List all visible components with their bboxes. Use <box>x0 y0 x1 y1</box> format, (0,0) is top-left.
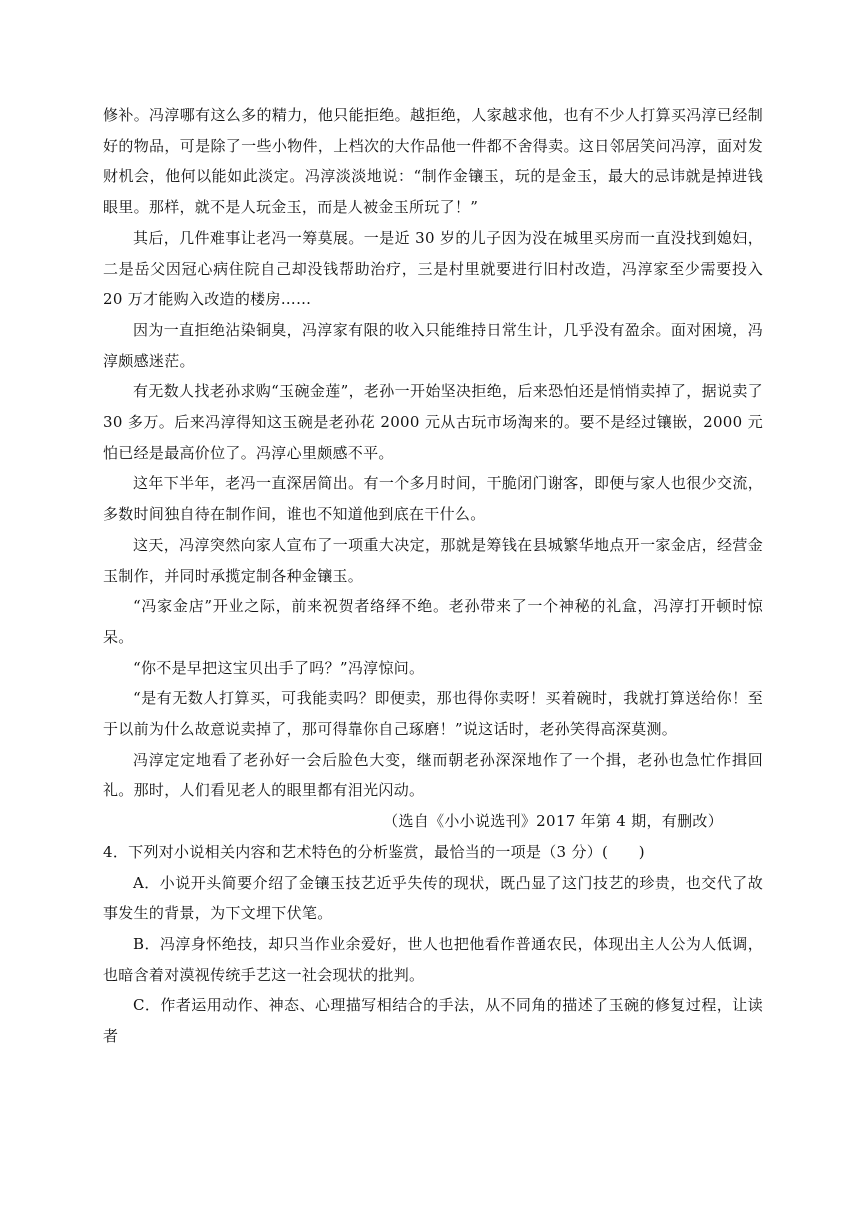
story-paragraph-2: 其后，几件难事让老冯一筹莫展。一是近 30 岁的儿子因为没在城里买房而一直没找到媳妇，二是岳父因冠心病住院自己却没钱帮助治疗，三是村里就要进行旧村改造，冯淳家至少需要投入 20 万才能购入改造的楼房…… <box>103 228 763 309</box>
question-stem: 4．下列对小说相关内容和艺术特色的分析鉴赏，最恰当的一项是（3 分）( ) <box>103 842 645 861</box>
question-option-b: B．冯淳身怀绝技，却只当作业余爱好，世人也把他看作普通农民，体现出主人公为人低调，也暗含着对漠视传统手艺这一社会现状的批判。 <box>103 934 763 984</box>
story-paragraph-9: “是有无数人打算买，可我能卖吗？即便卖，那也得你卖呀！买着碗时，我就打算送给你！至于以前为什么故意说卖掉了，那可得靠你自己琢磨！”说这话时，老孙笑得高深莫测。 <box>103 689 763 739</box>
story-paragraph-3: 因为一直拒绝沾染铜臭，冯淳家有限的收入只能维持日常生计，几乎没有盈余。面对困境，冯淳颇感迷茫。 <box>103 320 763 370</box>
story-paragraph-7: “冯家金店”开业之际，前来祝贺者络绎不绝。老孙带来了一个神秘的礼盒，冯淳打开顿时惊呆。 <box>103 597 763 646</box>
story-paragraph-8: “你不是早把这宝贝出手了吗？”冯淳惊问。 <box>133 658 425 677</box>
story-paragraph-1: 修补。冯淳哪有这么多的精力，他只能拒绝。越拒绝，人家越求他，也有不少人打算买冯淳已经制好的物品，可是除了一些小物件，上档次的大作品他一件都不舍得卖。这日邻居笑问冯淳，面对发财机会，他何以能如此淡定。冯淳淡淡地说：“制作金镶玉，玩的是金玉，最大的忌讳就是掉进钱眼里。那样，就不是人玩金玉，而是人被金玉所玩了！” <box>103 106 763 217</box>
question-option-a: A．小说开头简要介绍了金镶玉技艺近乎失传的现状，既凸显了这门技艺的珍贵，也交代了故事发生的背景，为下文埋下伏笔。 <box>103 873 763 923</box>
story-paragraph-5: 这年下半年，老冯一直深居简出。有一个多月时间，干脆闭门谢客，即便与家人也很少交流，多数时间独自待在制作间，谁也不知道他到底在干什么。 <box>103 474 763 524</box>
story-paragraph-6: 这天，冯淳突然向家人宣布了一项重大决定，那就是筹钱在县城繁华地点开一家金店，经营金玉制作，并同时承揽定制各种金镶玉。 <box>103 535 763 585</box>
source-citation: （选自《小小说选刊》2017 年第 4 期，有删改） <box>383 812 723 831</box>
question-option-c: C．作者运用动作、神态、心理描写相结合的手法，从不同角的描述了玉碗的修复过程，让读者 <box>103 996 763 1046</box>
story-paragraph-4: 有无数人找老孙求购“玉碗金莲”，老孙一开始坚决拒绝，后来恐怕还是悄悄卖掉了，据说卖了 30 多万。后来冯淳得知这玉碗是老孙花 2000 元从古玩市场淘来的。要不是经过镶嵌，2000 元怕已经是最高价位了。冯淳心里颇感不平。 <box>103 382 763 462</box>
document-page <box>103 100 763 1052</box>
story-paragraph-10: 冯淳定定地看了老孙好一会后脸色大变，继而朝老孙深深地作了一个揖，老孙也急忙作揖回礼。那时，人们看见老人的眼里都有泪光闪动。 <box>103 750 763 800</box>
